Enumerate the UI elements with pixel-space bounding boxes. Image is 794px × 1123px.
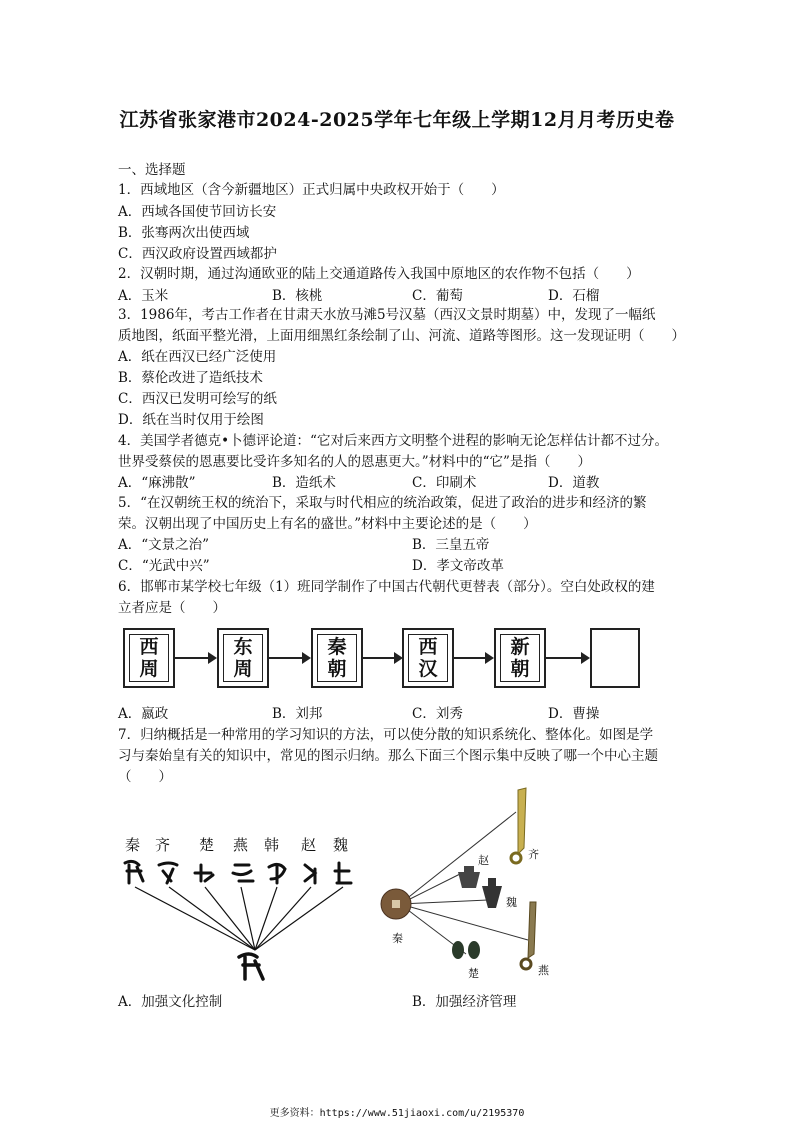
- q6-option-b: B．刘邦: [272, 706, 323, 722]
- q7-option-b: B．加强经济管理: [412, 994, 517, 1010]
- coin-label-zhao: 赵: [478, 854, 489, 867]
- q7-stem-line3: （ ）: [118, 769, 172, 785]
- dynasty-box-xin: 新 朝: [494, 628, 546, 688]
- state-label-zhao: 赵: [301, 836, 317, 854]
- q3-stem-line1: 3．1986年，考古工作者在甘肃天水放马滩5号汉墓（西汉文景时期墓）中，发现了一幅纸: [118, 307, 656, 323]
- q1-option-c: C．西汉政府设置西域都护: [118, 246, 277, 262]
- dynasty-box-western-zhou: 西 周: [123, 628, 175, 688]
- q3-stem-line2: 质地图，纸面平整光滑，上面用细黑红条绘制了山、河流、道路等图形。这一发现证明（ ）: [118, 328, 685, 344]
- q3-option-c: C．西汉已发明可绘写的纸: [118, 391, 277, 407]
- currency-unification-figure: [378, 782, 558, 992]
- q2-option-d: D．石榴: [548, 288, 600, 304]
- footer-label: 更多资料：: [269, 1108, 320, 1119]
- q5-option-b: B．三皇五帝: [412, 537, 490, 553]
- q4-option-d: D．道教: [548, 475, 600, 491]
- seal-script-glyphs: [125, 861, 351, 883]
- arrow-icon: [363, 657, 401, 659]
- q7-option-a: A．加强文化控制: [118, 994, 223, 1010]
- q2-stem: 2．汉朝时期，通过沟通欧亚的陆上交通道路传入我国中原地区的农作物不包括（ ）: [118, 266, 640, 282]
- arrow-icon: [454, 657, 492, 659]
- q3-option-b: B．蔡伦改进了造纸技术: [118, 370, 263, 386]
- coin-label-qin: 秦: [392, 932, 403, 945]
- q6-option-c: C．刘秀: [412, 706, 463, 722]
- q5-option-c: C．“光武中兴”: [118, 558, 210, 574]
- state-label-han: 韩: [264, 836, 280, 854]
- q4-option-a: A．“麻沸散”: [118, 475, 196, 491]
- coin-label-qi: 齐: [528, 848, 539, 861]
- q4-option-b: B．造纸术: [272, 475, 336, 491]
- q5-stem-line1: 5．“在汉朝统王权的统治下，采取与时代相应的统治政策，促进了政治的进步和经济的繁: [118, 495, 647, 511]
- state-label-chu: 楚: [199, 836, 215, 854]
- dynasty-box-eastern-zhou: 东 周: [217, 628, 269, 688]
- q6-option-a: A．嬴政: [118, 706, 169, 722]
- state-label-yan: 燕: [233, 836, 249, 854]
- q6-stem-line2: 立者应是（ ）: [118, 600, 226, 616]
- footer: [0, 1104, 794, 1119]
- dynasty-box-blank: [590, 628, 640, 688]
- dynasty-box-western-han: 西 汉: [402, 628, 454, 688]
- section-heading: 一、选择题: [118, 162, 186, 178]
- q5-option-d: D．孝文帝改革: [412, 558, 504, 574]
- page-title: 江苏省张家港市2024-2025学年七年级上学期12月月考历史卷: [119, 109, 675, 131]
- q6-option-d: D．曹操: [548, 706, 600, 722]
- arrow-icon: [546, 657, 588, 659]
- q5-stem-line2: 荣。汉朝出现了中国历史上有名的盛世。”材料中主要论述的是（ ）: [118, 516, 537, 532]
- q2-option-a: A．玉米: [118, 288, 169, 304]
- arrow-icon: [175, 657, 215, 659]
- state-label-wei: 魏: [333, 836, 349, 854]
- q1-stem: 1．西域地区（含今新疆地区）正式归属中央政权开始于（ ）: [118, 182, 505, 198]
- q4-stem-line1: 4．美国学者德克•卜德评论道：“它对后来西方文明整个进程的影响无论怎样估计都不过分。: [118, 433, 668, 449]
- state-label-qi: 齐: [155, 836, 171, 854]
- q3-option-a: A．纸在西汉已经广泛使用: [118, 349, 277, 365]
- q1-option-b: B．张骞两次出使西域: [118, 225, 250, 241]
- q1-option-a: A．西域各国使节回访长安: [118, 204, 277, 220]
- q7-stem-line2: 习与秦始皇有关的知识中，常见的图示归纳。那么下面三个图示集中反映了哪一个中心主题: [118, 748, 658, 764]
- coin-label-wei: 魏: [506, 896, 517, 909]
- q3-option-d: D．纸在当时仅用于绘图: [118, 412, 264, 428]
- arrow-icon: [269, 657, 309, 659]
- q7-stem-line1: 7．归纳概括是一种常用的学习知识的方法，可以使分散的知识系统化、整体化。如图是学: [118, 727, 654, 743]
- footer-url[interactable]: https://www.51jiaoxi.com/u/2195370: [319, 1108, 525, 1119]
- seal-script-qin-glyph: [239, 954, 263, 979]
- q2-option-c: C．葡萄: [412, 288, 463, 304]
- q4-option-c: C．印刷术: [412, 475, 477, 491]
- q5-option-a: A．“文景之治”: [118, 537, 210, 553]
- q2-option-b: B．核桃: [272, 288, 323, 304]
- state-label-qin: 秦: [125, 836, 141, 854]
- q6-stem-line1: 6．邯郸市某学校七年级（1）班同学制作了中国古代朝代更替表（部分）。空白处政权的建: [118, 579, 655, 595]
- coin-label-yan: 燕: [538, 964, 549, 977]
- dynasty-box-qin: 秦 朝: [311, 628, 363, 688]
- coin-label-chu: 楚: [468, 967, 479, 980]
- q4-stem-line2: 世界受蔡侯的恩惠要比受许多知名的人的恩惠更大。”材料中的“它”是指（ ）: [118, 454, 591, 470]
- script-unification-figure: [115, 825, 365, 995]
